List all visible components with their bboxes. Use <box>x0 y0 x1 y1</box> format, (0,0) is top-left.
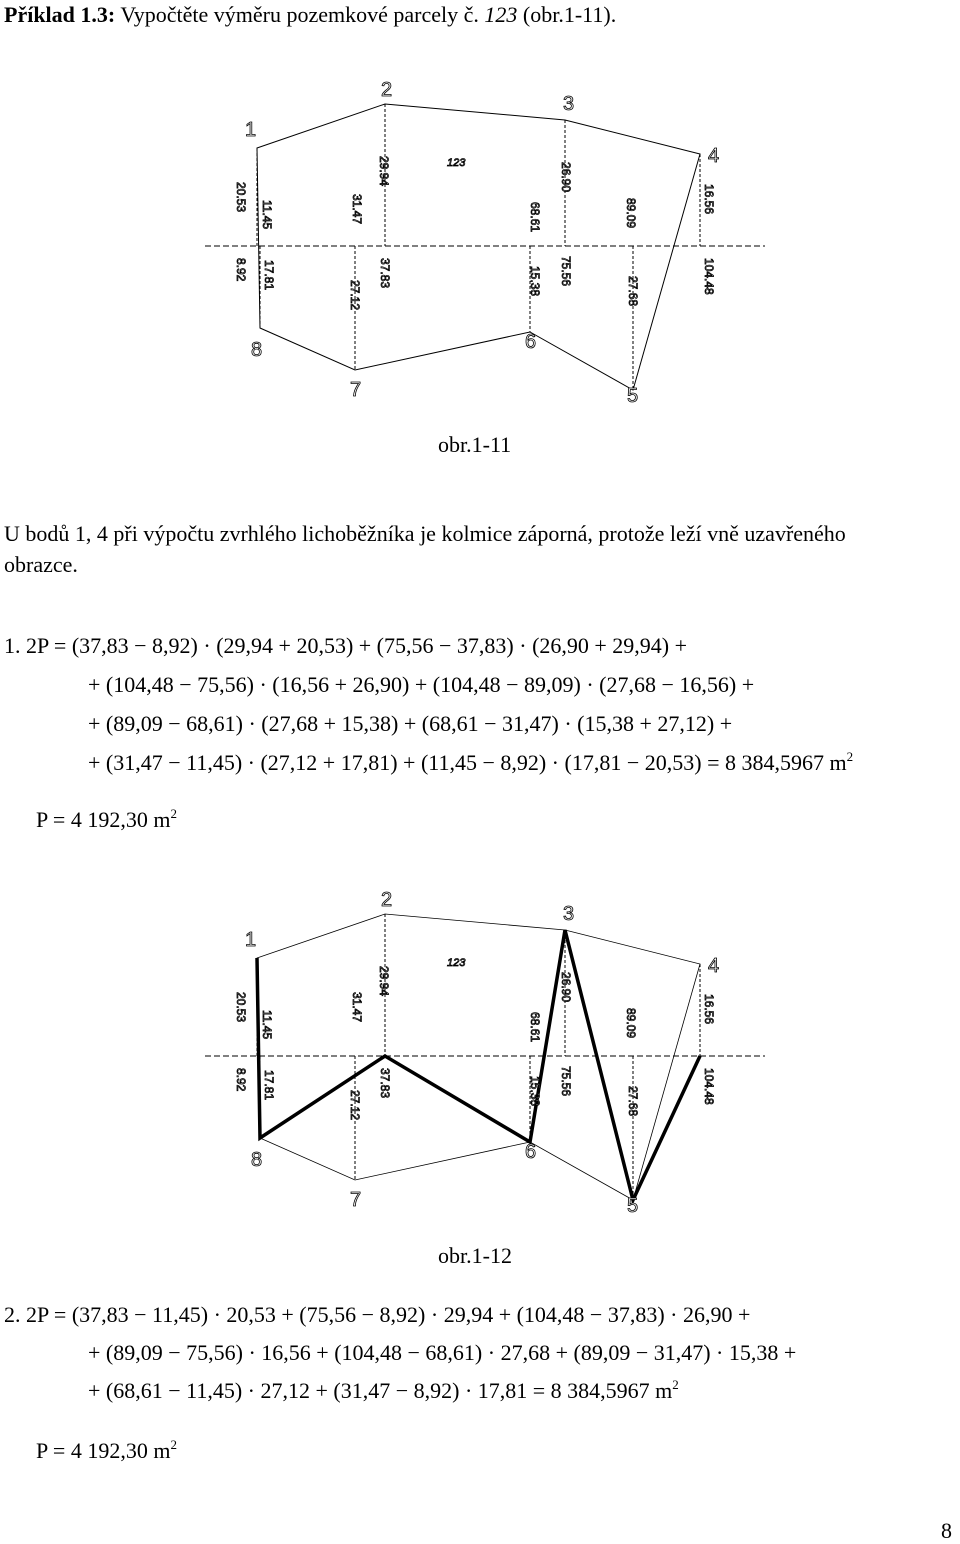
svg-text:17.81: 17.81 <box>262 1070 276 1101</box>
svg-text:16.56: 16.56 <box>702 994 716 1025</box>
diagonal-triangulation <box>257 930 700 1200</box>
svg-text:89.09: 89.09 <box>624 1008 638 1039</box>
svg-text:104.48: 104.48 <box>702 1068 716 1105</box>
svg-text:31.47: 31.47 <box>350 194 364 225</box>
svg-text:17.81: 17.81 <box>262 260 276 291</box>
svg-text:15.38: 15.38 <box>528 266 542 297</box>
svg-text:2: 2 <box>381 889 393 911</box>
calc1-line-4: + (31,47 − 11,45) · (27,12 + 17,81) + (11,45 − 8,92) · (17,81 − 20,53) = 8 384,5967 $m^2$ <box>88 749 854 775</box>
svg-text:27.12: 27.12 <box>348 1090 362 1121</box>
svg-text:123: 123 <box>447 957 466 969</box>
svg-text:29.94: 29.94 <box>377 966 391 997</box>
svg-text:26.90: 26.90 <box>559 972 573 1003</box>
svg-text:8: 8 <box>251 1149 263 1171</box>
svg-text:37.83: 37.83 <box>378 258 392 289</box>
svg-text:89.09: 89.09 <box>624 198 638 229</box>
svg-text:104.48: 104.48 <box>702 258 716 295</box>
page-number: 8 <box>941 1518 952 1543</box>
calc1-result: P = 4 192,30 $m^2$ <box>36 806 177 832</box>
parcel-number-label: 123 <box>447 157 466 169</box>
svg-text:8.92: 8.92 <box>234 258 248 282</box>
explanation-paragraph: U bodů 1, 4 při výpočtu zvrhlého lichoběžníka je kolmice záporná, protože leží vně uzavřeného obrazce. <box>4 521 846 577</box>
calc1-line-3: + (89,09 − 68,61) · (27,68 + 15,38) + (68,61 − 31,47) · (15,38 + 27,12) + <box>88 711 733 736</box>
figure-2-caption: obr.1-12 <box>438 1243 512 1268</box>
svg-text:7: 7 <box>350 1189 362 1211</box>
figure-1-caption: obr.1-11 <box>438 432 512 457</box>
parcel-figure-1 <box>195 70 775 420</box>
svg-text:4: 4 <box>708 955 720 977</box>
point-1-label: 1 <box>245 119 257 141</box>
svg-text:75.56: 75.56 <box>559 1066 573 1097</box>
svg-text:20.53: 20.53 <box>234 992 248 1023</box>
calc2-line-1: 2. 2P = (37,83 − 11,45) · 20,53 + (75,56 − 8,92) · 29,94 + (104,48 − 37,83) · 26,90 + <box>4 1302 751 1327</box>
parcel-boundary <box>257 104 700 390</box>
svg-text:27.12: 27.12 <box>348 280 362 311</box>
svg-text:11.45: 11.45 <box>260 1010 274 1040</box>
svg-text:1: 1 <box>245 929 257 951</box>
svg-text:26.90: 26.90 <box>559 162 573 193</box>
svg-text:11.45: 11.45 <box>260 200 274 230</box>
svg-text:37.83: 37.83 <box>378 1068 392 1099</box>
svg-text:15.38: 15.38 <box>528 1076 542 1107</box>
point-8-label: 8 <box>251 339 263 361</box>
calc2-line-3: + (68,61 − 11,45) · 27,12 + (31,47 − 8,92) · 17,81 = 8 384,5967 $m^2$ <box>88 1377 679 1403</box>
point-5-label: 5 <box>627 385 639 407</box>
svg-text:68.61: 68.61 <box>528 202 542 233</box>
svg-text:5: 5 <box>627 1195 639 1217</box>
parcel-figure-2 <box>195 880 775 1230</box>
calc2-line-2: + (89,09 − 75,56) · 16,56 + (104,48 − 68,61) · 27,68 + (89,09 − 31,47) · 15,38 + <box>88 1340 797 1365</box>
svg-text:6: 6 <box>525 1141 537 1163</box>
example-title: Příklad 1.3: Vypočtěte výměru pozemkové parcely č. 123 (obr.1-11). <box>4 2 617 27</box>
point-7-label: 7 <box>350 379 362 401</box>
calc1-line-1: 1. 2P = (37,83 − 8,92) · (29,94 + 20,53) + (75,56 − 37,83) · (26,90 + 29,94) + <box>4 633 688 658</box>
svg-text:29.94: 29.94 <box>377 156 391 187</box>
svg-text:27.68: 27.68 <box>626 276 640 307</box>
calc1-line-2: + (104,48 − 75,56) · (16,56 + 26,90) + (104,48 − 89,09) · (27,68 − 16,56) + <box>88 672 755 697</box>
svg-text:31.47: 31.47 <box>350 992 364 1023</box>
svg-text:68.61: 68.61 <box>528 1012 542 1043</box>
svg-text:20.53: 20.53 <box>234 182 248 213</box>
point-4-label: 4 <box>708 145 720 167</box>
svg-text:27.68: 27.68 <box>626 1086 640 1117</box>
point-3-label: 3 <box>563 93 575 115</box>
point-6-label: 6 <box>525 331 537 353</box>
svg-text:3: 3 <box>563 903 575 925</box>
svg-text:16.56: 16.56 <box>702 184 716 215</box>
point-2-label: 2 <box>381 79 393 101</box>
calc2-result: P = 4 192,30 $m^2$ <box>36 1437 177 1463</box>
svg-text:8.92: 8.92 <box>234 1068 248 1092</box>
svg-text:75.56: 75.56 <box>559 256 573 287</box>
